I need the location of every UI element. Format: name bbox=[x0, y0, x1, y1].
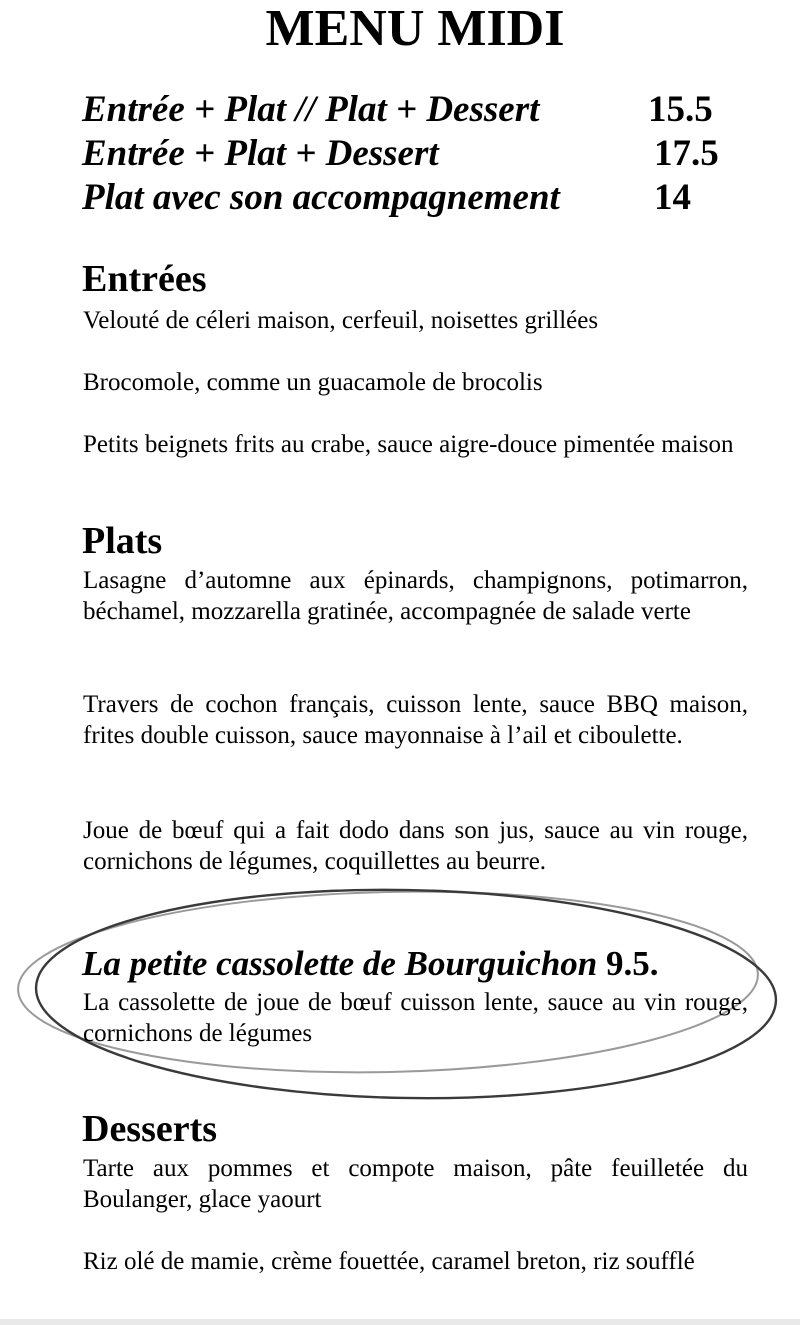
formula-label: Entrée + Plat // Plat + Dessert bbox=[82, 89, 540, 130]
dish-item: Lasagne d’automne aux épinards, champignons, potimarron, béchamel, mozzarella gratinée, accompagnée de salade verte bbox=[83, 567, 748, 625]
dish-item: Travers de cochon français, cuisson lente, sauce BBQ maison, frites double cuisson, sauce mayonnaise à l’ail et ciboulette. bbox=[83, 691, 748, 749]
dish-item: Riz olé de mamie, crème fouettée, caramel breton, riz soufflé bbox=[83, 1248, 695, 1275]
formula-row bbox=[82, 132, 762, 176]
formula-list bbox=[82, 88, 762, 220]
section-heading-entrees: Entrées bbox=[82, 258, 207, 300]
dish-item: Petits beignets frits au crabe, sauce aigre-douce pimentée maison bbox=[83, 431, 734, 458]
formula-row bbox=[82, 88, 762, 132]
formula-row bbox=[82, 176, 762, 220]
page-bottom-edge bbox=[0, 1319, 800, 1325]
formula-price: 17.5 bbox=[654, 133, 719, 174]
dish-item: Tarte aux pommes et compote maison, pâte feuilletée du Boulanger, glace yaourt bbox=[83, 1155, 748, 1213]
special-dish-price: 9.5. bbox=[606, 944, 659, 983]
formula-label: Entrée + Plat + Dessert bbox=[82, 133, 439, 174]
section-heading-desserts: Desserts bbox=[82, 1108, 218, 1150]
dish-item: Velouté de céleri maison, cerfeuil, noisettes grillées bbox=[83, 307, 599, 334]
special-dish-name: La petite cassolette de Bourguichon bbox=[82, 944, 598, 983]
formula-price: 14 bbox=[654, 177, 691, 218]
special-dish-description: La cassolette de joue de bœuf cuisson lente, sauce au vin rouge, cornichons de légumes bbox=[83, 989, 748, 1047]
special-dish-title bbox=[82, 943, 659, 985]
formula-label: Plat avec son accompagnement bbox=[82, 177, 560, 218]
dish-item: Joue de bœuf qui a fait dodo dans son jus, sauce au vin rouge, cornichons de légumes, coquillettes au beurre. bbox=[83, 817, 748, 875]
menu-title: MENU MIDI bbox=[265, 0, 565, 57]
formula-price: 15.5 bbox=[648, 89, 713, 130]
dish-item: Brocomole, comme un guacamole de brocolis bbox=[83, 369, 543, 396]
section-heading-plats: Plats bbox=[82, 520, 163, 562]
